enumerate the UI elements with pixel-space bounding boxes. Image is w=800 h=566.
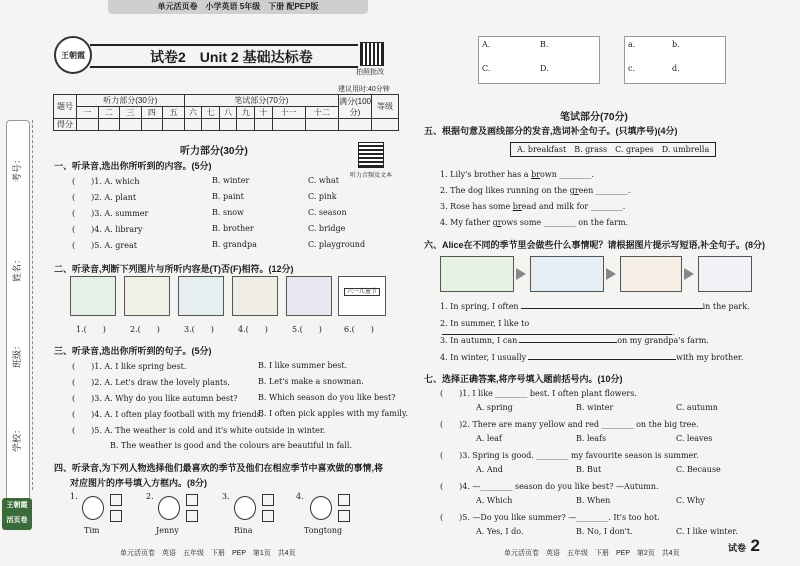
q6-row-1 (440, 302, 760, 311)
q6-4-blank[interactable] (528, 359, 676, 360)
bottom-logo-line2: 活页卷 (6, 517, 28, 524)
q2-picture-3 (178, 276, 224, 316)
col-12: 十二 (305, 107, 338, 119)
q2-answer-6: 6.( ) (344, 325, 374, 334)
footer-right: 单元活页卷 英语 五年级 下册 PEP 第2页 共4页 (504, 550, 680, 557)
qr2-label: 听力音频及文本 (350, 173, 393, 179)
q2-picture-1 (70, 276, 116, 316)
kid-4-face (310, 496, 332, 520)
q4-title: 四、听录音,为下列人物选择他们最喜欢的季节及他们在相应季节中喜欢做的事情,将 (54, 463, 384, 473)
footer-left: 单元活页卷 英语 五年级 下册 PEP 第1页 共4页 (120, 550, 296, 557)
q5-4-pre: 4. My father (440, 218, 493, 227)
q1-4-a: ( )4. A. library (72, 225, 143, 234)
q5-3-pre: 3. Rose has some (440, 202, 513, 211)
top-banner (108, 0, 368, 14)
q1-5-a: ( )5. A. great (72, 241, 137, 250)
q6-4-pre: 4. In winter, I usually (440, 353, 527, 362)
q7-5-c: C. I like winter. (676, 527, 738, 536)
full-score: 满分(100分) (339, 96, 372, 117)
col-6: 六 (184, 107, 202, 119)
logo (54, 36, 92, 74)
arrow-2 (606, 268, 616, 280)
q4-2-box-b[interactable] (186, 510, 198, 522)
q4-person-2 (146, 492, 216, 542)
banner-subject: 小学英语 (205, 2, 238, 11)
q7-2-c: C. leaves (676, 434, 713, 443)
q3-1-a: ( )1. A. I like spring best. (72, 362, 187, 371)
q1-4-c: C. bridge (308, 224, 346, 233)
q5-choices: A. breakfast B. grass C. grapes D. umbrella (510, 142, 716, 157)
q4-1-box-a[interactable] (110, 494, 122, 506)
q7-4-c: C. Why (676, 496, 705, 505)
q3-row-5a: ( )5. A. The weather is cold and it's white outside in winter. (72, 426, 326, 435)
q1-1-b: B. winter (212, 176, 250, 185)
q6-title: 六、Alice在不同的季节里会做些什么事情呢？请根据图片提示写短语,补全句子。(8分) (424, 240, 766, 250)
score-table (53, 94, 399, 131)
q5-title: 五、根据句意及画线部分的发音,选词补全句子。(只填序号)(4分) (424, 126, 678, 136)
q7-1-a: A. spring (476, 403, 513, 412)
page-badge (728, 536, 760, 556)
q1-row-2 (72, 192, 402, 203)
q7-q3: ( )3. Spring is good. ________ my favourite season is summer. (440, 451, 699, 460)
q4-1-box-b[interactable] (110, 510, 122, 522)
binding-dots (32, 120, 33, 490)
q5-1-u: br (531, 170, 541, 179)
col-2: 二 (98, 107, 120, 119)
q1-2-c: C. pink (308, 192, 337, 201)
kid-2-face (158, 496, 180, 520)
bottom-logo (2, 498, 32, 530)
q2-picture-4 (232, 276, 278, 316)
q4-person-4 (296, 492, 376, 542)
q6-scene-4 (698, 256, 752, 292)
opt2-b: b. (672, 40, 680, 49)
q7-3-c: C. Because (676, 465, 721, 474)
q4-3-box-a[interactable] (262, 494, 274, 506)
q1-5-c: C. playground (308, 240, 366, 249)
q7-1-c: C. autumn (676, 403, 718, 412)
q6-3-pre: 3. In autumn, I can (440, 336, 518, 345)
arrow-3 (684, 268, 694, 280)
q4-3-num: 3. (222, 492, 230, 501)
page-badge-label: 试卷 (728, 543, 747, 553)
q2-answer-5: 5.( ) (292, 325, 322, 334)
school-label: 学校： (12, 424, 22, 452)
q6-scene-1 (440, 256, 514, 292)
q5-row-4 (440, 218, 628, 227)
q7-2-b: B. leafs (576, 434, 607, 443)
q3-row-1 (72, 361, 348, 372)
q7-4-a: A. Which (476, 496, 513, 505)
q6-scene-3 (620, 256, 682, 292)
opt2-d: d. (672, 64, 680, 73)
level-label: 等级 (372, 95, 399, 119)
q6-3-post: on my grandpa's farm. (617, 336, 709, 345)
q3-3-a: ( )3. A. Why do you like autumn best? (72, 394, 238, 403)
q1-row-4 (72, 224, 402, 235)
kid-1-face (82, 496, 104, 520)
q6-2-post: . (672, 328, 675, 337)
q7-q5: ( )5. —Do you like summer? —________. It's too hot. (440, 513, 660, 522)
q6-2-blank[interactable] (442, 334, 672, 335)
col-10: 十 (254, 107, 272, 119)
q1-2-b: B. paint (212, 192, 244, 201)
q7-q4: ( )4. —________ season do you like best? —Autumn. (440, 482, 659, 491)
q4-3-box-b[interactable] (262, 510, 274, 522)
written-head: 笔试部分(70分) (184, 95, 338, 107)
q4-person-1 (70, 492, 140, 542)
q6-row-3 (440, 336, 760, 345)
q2-answer-4: 4.( ) (238, 325, 268, 334)
q5-1-pre: 1. Lily's brother has a (440, 170, 532, 179)
q6-1-post: in the park. (702, 302, 750, 311)
listening-heading: 听力部分(30分) (180, 146, 248, 157)
q7-3-b: B. But (576, 465, 602, 474)
q1-3-a: ( )3. A. summer (72, 209, 149, 218)
written-heading: 笔试部分(70分) (560, 112, 628, 123)
q1-title: 一、听录音,选出你所听到的内容。(5分) (54, 161, 212, 171)
page-title: 试卷2 Unit 2 基础达标卷 (150, 49, 313, 65)
q2-sign-text: 六一儿童节 (344, 288, 380, 296)
q5-row-2 (440, 186, 630, 195)
class-label: 班级： (12, 340, 22, 368)
q5-2-pre: 2. The dog likes running on the (440, 186, 570, 195)
q3-row-2 (72, 377, 364, 388)
q1-3-b: B. snow (212, 208, 244, 217)
q4-4-name: Tongtong (304, 526, 343, 535)
q7-3-a: A. And (476, 465, 503, 474)
logo-text: 王朝霞 (61, 50, 85, 60)
arrow-1 (516, 268, 526, 280)
q5-4-post: ows some ________ on the farm. (501, 218, 629, 227)
q6-1-pre: 1. In spring, I often (440, 302, 519, 311)
q6-4-post: with my brother. (676, 353, 744, 362)
q3-2-b: B. Let's make a snowman. (258, 377, 364, 386)
col-4: 四 (141, 107, 163, 119)
banner-edition: 配PEP版 (286, 2, 319, 11)
q5-4-u: gr (492, 218, 502, 227)
q3-row-4 (72, 409, 408, 420)
q5-1-post: own ________. (540, 170, 594, 179)
q6-row-4 (440, 353, 760, 362)
q2-title: 二、听录音,判断下列图片与所听内容是(T)否(F)相符。(12分) (54, 264, 294, 274)
q7-1-b: B. winter (576, 403, 614, 412)
q3-3-b: B. Which season do you like best? (258, 393, 396, 402)
q2-answer-1: 1.( ) (76, 325, 106, 334)
opt2-a: a. (628, 40, 636, 49)
q7-q1: ( )1. I like ________ best. I often plant flowers. (440, 389, 637, 398)
q7-5-a: A. Yes, I do. (476, 527, 524, 536)
qr2 (358, 142, 384, 168)
q1-1-c: C. what (308, 176, 339, 185)
q6-2-pre: 2. In summer, I like to (440, 319, 530, 328)
q2-answer-3: 3.( ) (184, 325, 214, 334)
score-s-label: 得分 (54, 119, 77, 131)
q4-1-name: Tim (84, 526, 100, 535)
q3-4-b: B. I often pick apples with my family. (258, 409, 408, 418)
q7-4-b: B. When (576, 496, 611, 505)
opt1-a: A. (482, 40, 491, 49)
col-5: 五 (163, 107, 185, 119)
q7-q2: ( )2. There are many yellow and red ________ on the big tree. (440, 420, 699, 429)
q1-1-a: ( )1. A. which (72, 177, 140, 186)
q5-3-post: ead and milk for ________. (521, 202, 626, 211)
q3-2-a: ( )2. A. Let's draw the lovely plants. (72, 378, 230, 387)
col-9: 九 (237, 107, 255, 119)
q1-5-b: B. grandpa (212, 240, 257, 249)
kid-3-face (234, 496, 256, 520)
q1-row-1 (72, 176, 402, 187)
banner-grade: 5年级 (239, 2, 261, 11)
q2-picture-5 (286, 276, 332, 316)
col-1: 一 (77, 107, 99, 119)
q6-3-blank[interactable] (519, 342, 617, 343)
bottom-logo-line1: 王朝霞 (6, 502, 28, 509)
q3-row-3 (72, 393, 396, 404)
q2-picture-2 (124, 276, 170, 316)
q3-row-5b: B. The weather is good and the colours are beautiful in fall. (110, 441, 352, 450)
opt1-c: C. (482, 64, 491, 73)
q1-row-5 (72, 240, 402, 251)
q5-2-u: gr (569, 186, 579, 195)
time-note: 建议用时:40分钟 (338, 86, 390, 93)
q6-scene-2 (530, 256, 604, 292)
q7-2-a: A. leaf (476, 434, 502, 443)
col-8: 八 (219, 107, 237, 119)
q1-3-c: C. season (308, 208, 347, 217)
q7-5-b: B. No, I don't. (576, 527, 633, 536)
q4-2-num: 2. (146, 492, 154, 501)
q4-4-box-a[interactable] (338, 494, 350, 506)
name-label: 姓名： (12, 254, 22, 282)
q4-title-2: 对应图片的序号填入方框内。(8分) (70, 478, 208, 488)
q5-row-3 (440, 202, 625, 211)
q1-2-a: ( )2. A. plant (72, 193, 137, 202)
opt1-d: D. (540, 64, 549, 73)
col-3: 三 (120, 107, 142, 119)
col-7: 七 (202, 107, 220, 119)
id-label: 考号： (12, 154, 22, 182)
opt1-b: B. (540, 40, 549, 49)
q3-4-a: ( )4. A. I often play football with my friends. (72, 410, 264, 419)
q3-title: 三、听录音,选出你所听到的句子。(5分) (54, 346, 212, 356)
q5-row-1 (440, 170, 594, 179)
q5-2-post: een ________. (578, 186, 631, 195)
qr-label: 拍照批改 (356, 69, 384, 76)
qr-code (360, 42, 384, 66)
score-q-label: 题号 (54, 95, 77, 119)
q1-row-3 (72, 208, 402, 219)
q7-title: 七、选择正确答案,将序号填入题前括号内。(10分) (424, 374, 623, 384)
q3-1-b: B. I like summer best. (258, 361, 348, 370)
banner-term: 下册 (268, 2, 285, 11)
listening-head: 听力部分(30分) (77, 95, 185, 107)
q5-3-u: br (512, 202, 522, 211)
col-11: 十一 (272, 107, 305, 119)
q6-1-blank[interactable] (521, 308, 703, 309)
q4-4-box-b[interactable] (338, 510, 350, 522)
banner-title: 单元活页卷 (157, 2, 198, 11)
q2-answer-2: 2.( ) (130, 325, 160, 334)
q4-person-3 (222, 492, 292, 542)
q4-3-name: Rina (234, 526, 253, 535)
q6-row-2 (440, 319, 760, 337)
q4-2-name: Jenny (156, 526, 179, 535)
q1-4-b: B. brother (212, 224, 254, 233)
q4-1-num: 1. (70, 492, 78, 501)
picture-panel-1 (478, 36, 600, 84)
q4-4-num: 4. (296, 492, 304, 501)
opt2-c: c. (628, 64, 636, 73)
page-badge-num: 2 (750, 536, 760, 555)
q4-2-box-a[interactable] (186, 494, 198, 506)
q2-picture-6 (338, 276, 386, 316)
